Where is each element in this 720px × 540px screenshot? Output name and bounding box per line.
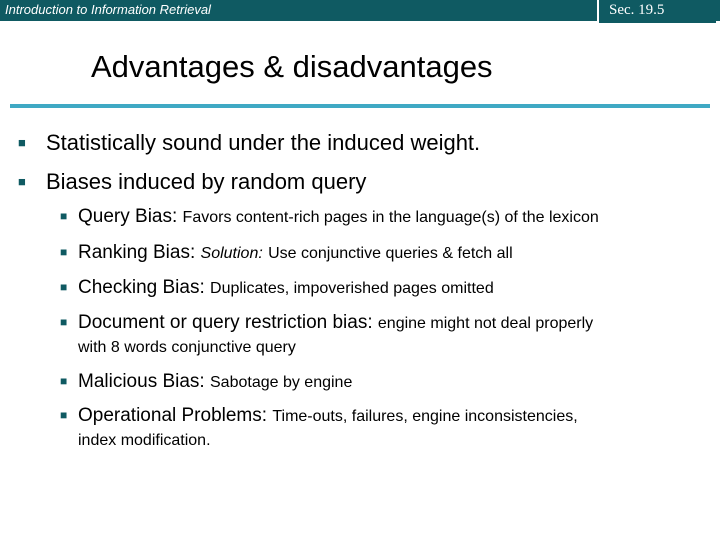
sub-bullet-item bbox=[60, 405, 578, 427]
bullet-text: Biases induced by random query bbox=[46, 169, 367, 194]
square-bullet-icon: ■ bbox=[60, 315, 68, 329]
bullet-text: Statistically sound under the induced weight. bbox=[46, 130, 481, 155]
square-bullet-icon: ■ bbox=[60, 209, 68, 223]
sub-bullet-detail: Use conjunctive queries & fetch all bbox=[268, 245, 513, 262]
sub-bullet-item bbox=[60, 371, 352, 393]
sub-bullet-detail: Duplicates, impoverished pages omitted bbox=[210, 280, 494, 297]
square-bullet-icon: ■ bbox=[60, 408, 68, 422]
sub-bullet-item bbox=[60, 277, 494, 299]
sub-bullet-detail-italic: Solution: bbox=[200, 245, 263, 262]
sub-bullet-detail: engine might not deal properly bbox=[377, 315, 594, 332]
sub-bullet-label: Query Bias: bbox=[78, 206, 178, 227]
sub-bullet-item bbox=[60, 242, 513, 264]
sub-bullet-item bbox=[60, 312, 593, 334]
sub-bullet-continuation: index modification. bbox=[78, 432, 211, 449]
sub-bullet-detail: Time-outs, failures, engine inconsistencies, bbox=[272, 408, 578, 425]
title-rule bbox=[10, 104, 710, 108]
section-box bbox=[597, 0, 716, 23]
bullet-item bbox=[18, 130, 480, 156]
slide-title: Advantages & disadvantages bbox=[91, 49, 493, 84]
square-bullet-icon: ■ bbox=[60, 374, 68, 388]
sub-bullet-continuation: with 8 words conjunctive query bbox=[78, 339, 296, 356]
sub-bullet-detail: Favors content-rich pages in the language(s) of the lexicon bbox=[182, 209, 599, 226]
square-bullet-icon: ■ bbox=[60, 245, 68, 259]
square-bullet-icon: ■ bbox=[18, 174, 26, 189]
bullet-item bbox=[18, 169, 366, 195]
section-label: Sec. 19.5 bbox=[609, 2, 665, 18]
square-bullet-icon: ■ bbox=[18, 135, 26, 150]
sub-bullet-label: Ranking Bias: bbox=[78, 242, 196, 263]
sub-bullet-item bbox=[60, 206, 599, 228]
square-bullet-icon: ■ bbox=[60, 280, 68, 294]
sub-bullet-label: Checking Bias: bbox=[78, 277, 205, 298]
sub-bullet-detail: Sabotage by engine bbox=[210, 374, 353, 391]
sub-bullet-label: Operational Problems: bbox=[78, 405, 268, 426]
sub-bullet-label: Malicious Bias: bbox=[78, 371, 205, 392]
course-title: Introduction to Information Retrieval bbox=[5, 2, 211, 17]
sub-bullet-label: Document or query restriction bias: bbox=[78, 312, 373, 333]
